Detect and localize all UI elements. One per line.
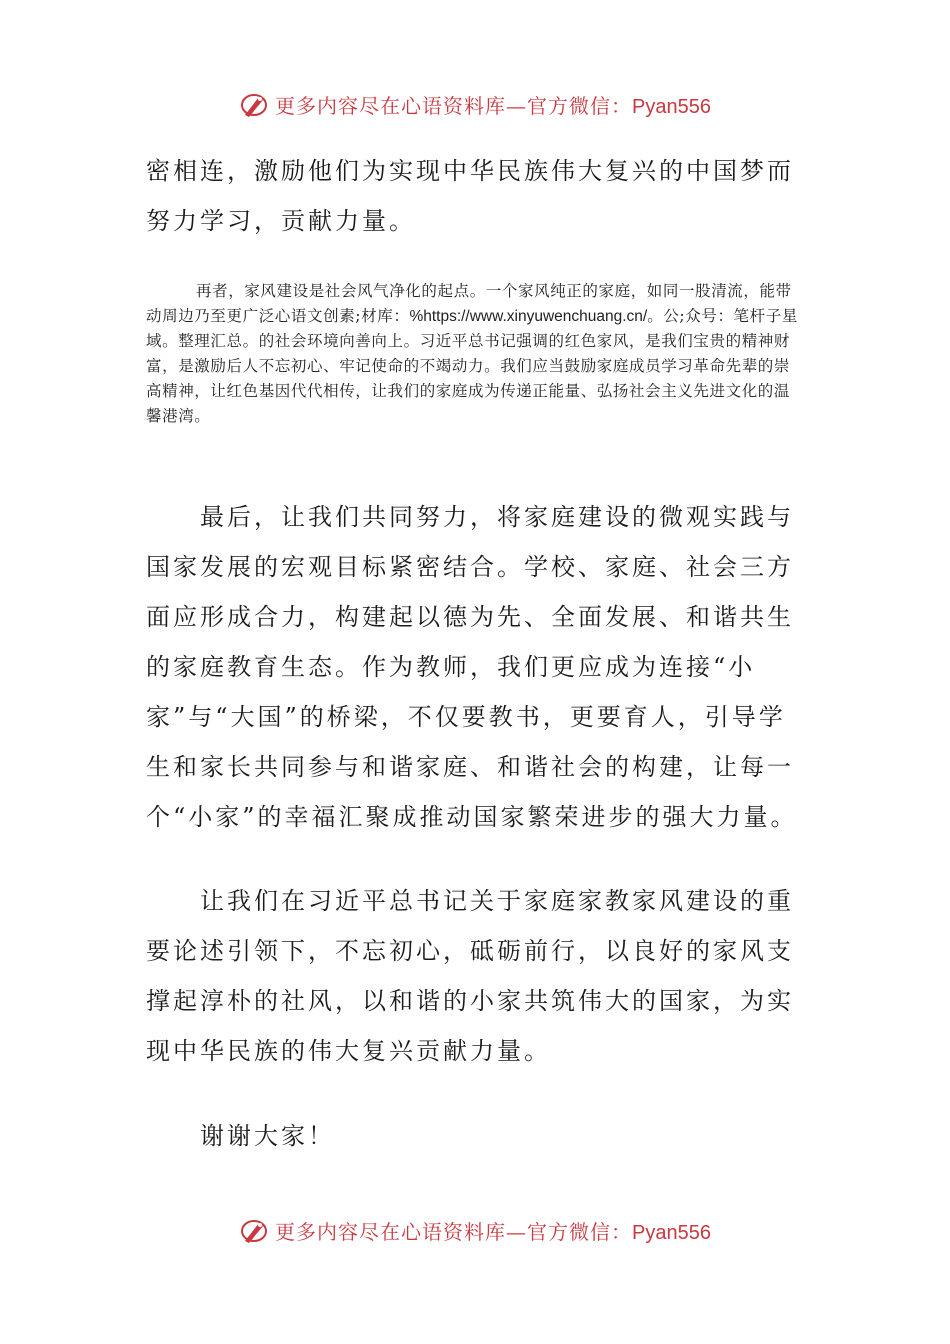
family-style-text-1: 再者，家风建设是社会风气净化的起点。一个家风纯正的家庭，如同一股清流，能带动周边乃至更广泛心语文创素;材库： <box>146 282 792 325</box>
finally-paragraph: 最后，让我们共同努力，将家庭建设的微观实践与国家发展的宏观目标紧密结合。学校、家庭、社会三方面应形成合力，构建起以德为先、全面发展、和谐共生的家庭教育生态。作为教师，我们更应成为连接“小家”与“大国”的桥梁，不仅要教书，更要育人，引导学生和家长共同参与和谐家庭、和谐社会的构建，让每一个“小家”的幸福汇聚成推动国家繁荣进步的强大力量。 <box>146 503 798 831</box>
header-wechat-id: Pyan556 <box>632 95 711 118</box>
family-style-paragraph <box>146 279 800 429</box>
pen-nib-logo-icon <box>239 89 269 119</box>
closing-call-paragraph: 让我们在习近平总书记关于家庭家教家风建设的重要论述引领下，不忘初心，砥砺前行，以良好的家风支撑起淳朴的社风，以和谐的小家共筑伟大的国家，为实现中华民族的伟大复兴贡献力量。 <box>146 887 794 1065</box>
pen-nib-logo-icon <box>239 1215 269 1245</box>
footer-banner <box>0 1210 950 1250</box>
header-banner-main: 更多内容尽在心语资料库—官方微信： <box>275 93 633 118</box>
footer-banner-main: 更多内容尽在心语资料库—官方微信： <box>275 1219 633 1244</box>
header-banner <box>0 84 950 124</box>
header-banner-text <box>275 90 711 119</box>
website-url: %https://www.xinyuwenchuang.cn/ <box>409 308 648 325</box>
footer-banner-text <box>275 1216 711 1245</box>
thanks-paragraph: 谢谢大家！ <box>200 1122 335 1150</box>
continuation-paragraph: 密相连，激励他们为实现中华民族伟大复兴的中国梦而努力学习，贡献力量。 <box>146 157 794 235</box>
family-style-text-2: 。公;众号：笔杆子星域。整理汇总。的社会环境向善向上。习近平总书记强调的红色家风，是我们宝贵的精神财富，是激励后人不忘初心、牢记使命的不竭动力。我们应当鼓励家庭成员学习革命先辈的崇高精神，让红色基因代代相传，让我们的家庭成为传递正能量、弘扬社会主义先进文化的温馨港湾。 <box>146 307 798 425</box>
footer-wechat-id: Pyan556 <box>632 1221 711 1244</box>
